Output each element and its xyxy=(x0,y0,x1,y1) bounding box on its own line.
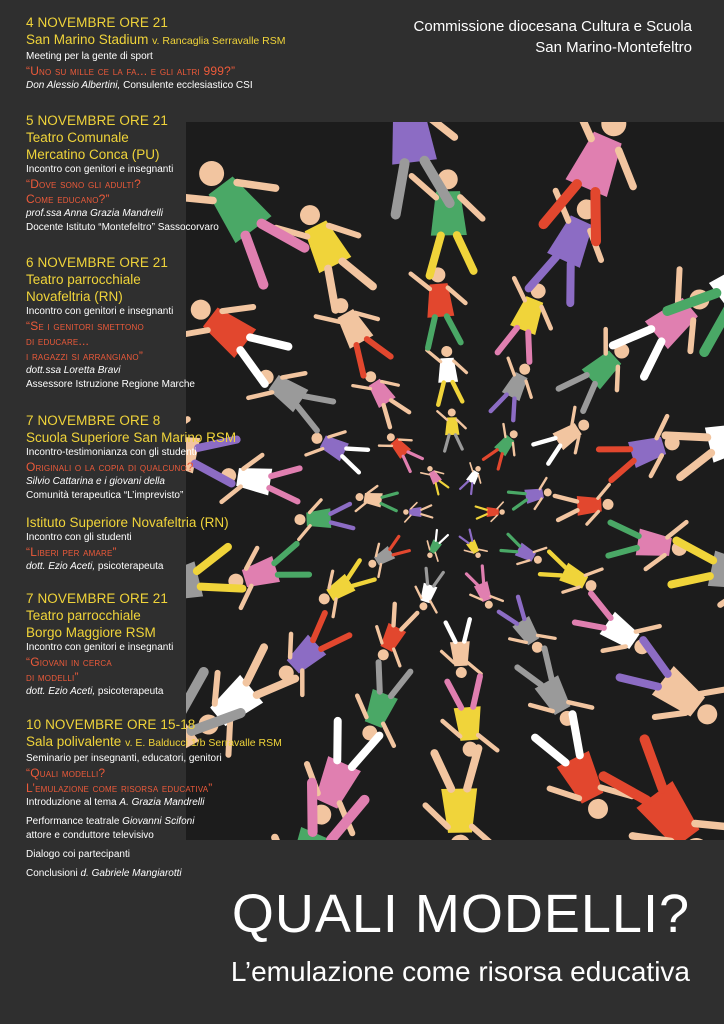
event-type: Incontro con genitori e insegnanti xyxy=(26,642,174,653)
event-speaker: prof.ssa Anna Grazia Mandrelli xyxy=(26,208,163,219)
event-5-novembre xyxy=(26,112,306,235)
event-performance: Performance teatrale Giovanni Scifoni xyxy=(26,816,195,827)
event-speaker: dott. Ezio Aceti, psicoterapeuta xyxy=(26,686,164,697)
event-quote: “Uno su mille ce la fa... e gli altri 999?” xyxy=(26,64,236,78)
organizer-line-2: San Marino-Montefeltro xyxy=(535,39,692,56)
event-venue-address: v. E. Balducci 1/b Serravalle RSM xyxy=(125,737,282,749)
event-type: Incontro con genitori e insegnanti xyxy=(26,164,174,175)
event-dialog: Dialogo coi partecipanti xyxy=(26,849,130,860)
event-venue: Novafeltria (RN) xyxy=(26,289,123,304)
event-speaker: dott. Ezio Aceti, psicoterapeuta xyxy=(26,561,164,572)
event-quote: “Se i genitori smettono xyxy=(26,319,144,333)
event-type: Incontro-testimonianza con gli studenti xyxy=(26,447,197,458)
event-istituto-novafeltria xyxy=(26,514,306,574)
event-date: 10 NOVEMBRE ORE 15-18 xyxy=(26,717,196,732)
event-venue: San Marino Stadium v. Rancaglia Serravalle RSM xyxy=(26,32,286,47)
event-speaker: Don Alessio Albertini, Consulente ecclesiastico CSI xyxy=(26,80,253,91)
event-venue: Teatro Comunale xyxy=(26,130,129,145)
event-speaker: dott.ssa Loretta Bravi xyxy=(26,365,121,376)
event-quote: Originali o la copia di qualcuno? xyxy=(26,460,194,474)
event-10-novembre xyxy=(26,716,306,881)
event-speaker: Silvio Cattarina e i giovani della xyxy=(26,476,165,487)
event-type: Incontro con gli studenti xyxy=(26,532,132,543)
event-venue: Istituto Superiore Novafeltria (RN) xyxy=(26,515,229,530)
event-quote: di educare... xyxy=(26,334,90,348)
event-performance-role: attore e conduttore televisivo xyxy=(26,830,154,841)
event-venue-address: v. Rancaglia Serravalle RSM xyxy=(152,35,286,47)
event-venue: Mercatino Conca (PU) xyxy=(26,147,160,162)
event-quote: di modelli” xyxy=(26,670,79,684)
event-type: Seminario per insegnanti, educatori, genitori xyxy=(26,753,222,764)
event-conclusions: Conclusioni d. Gabriele Mangiarotti xyxy=(26,868,182,879)
event-speaker-role: Assessore Istruzione Regione Marche xyxy=(26,379,195,390)
event-venue: Sala polivalente v. E. Balducci 1/b Serravalle RSM xyxy=(26,734,282,749)
event-speaker-role: Comunità terapeutica “L’imprevisto” xyxy=(26,490,184,501)
event-venue: Teatro parrocchiale xyxy=(26,272,141,287)
event-speaker-role: Docente Istituto “Montefeltro” Sassocorvaro xyxy=(26,222,219,233)
event-4-novembre xyxy=(26,14,306,93)
event-date: 7 NOVEMBRE ORE 8 xyxy=(26,413,161,428)
poster-subtitle: L’emulazione come risorsa educativa xyxy=(230,956,690,987)
event-date: 5 NOVEMBRE ORE 21 xyxy=(26,113,168,128)
event-7-novembre-mattina xyxy=(26,412,306,503)
event-quote: L’emulazione come risorsa educativa” xyxy=(26,781,213,795)
event-type: Incontro con genitori e insegnanti xyxy=(26,306,174,317)
poster-title: QUALI MODELLI? xyxy=(231,884,690,944)
event-date: 7 NOVEMBRE ORE 21 xyxy=(26,591,168,606)
event-quote: “Dove sono gli adulti? xyxy=(26,177,141,191)
event-quote: “Giovani in cerca xyxy=(26,655,112,669)
event-quote: i ragazzi si arrangiano” xyxy=(26,349,144,363)
event-6-novembre xyxy=(26,254,306,392)
event-type: Meeting per la gente di sport xyxy=(26,51,153,62)
organizer-header xyxy=(414,16,692,58)
event-quote: “Liberi per amare” xyxy=(26,545,117,559)
event-date: 4 NOVEMBRE ORE 21 xyxy=(26,15,168,30)
event-quote: Come educano?” xyxy=(26,192,110,206)
event-date: 6 NOVEMBRE ORE 21 xyxy=(26,255,168,270)
organizer-line-1: Commissione diocesana Cultura e Scuola xyxy=(413,18,692,35)
event-venue: Borgo Maggiore RSM xyxy=(26,625,156,640)
event-venue: Scuola Superiore San Marino RSM xyxy=(26,430,237,445)
event-quote: “Quali modelli? xyxy=(26,766,106,780)
event-7-novembre-sera xyxy=(26,590,306,699)
event-intro: Introduzione al tema A. Grazia Mandrelli xyxy=(26,797,205,808)
event-venue: Teatro parrocchiale xyxy=(26,608,141,623)
